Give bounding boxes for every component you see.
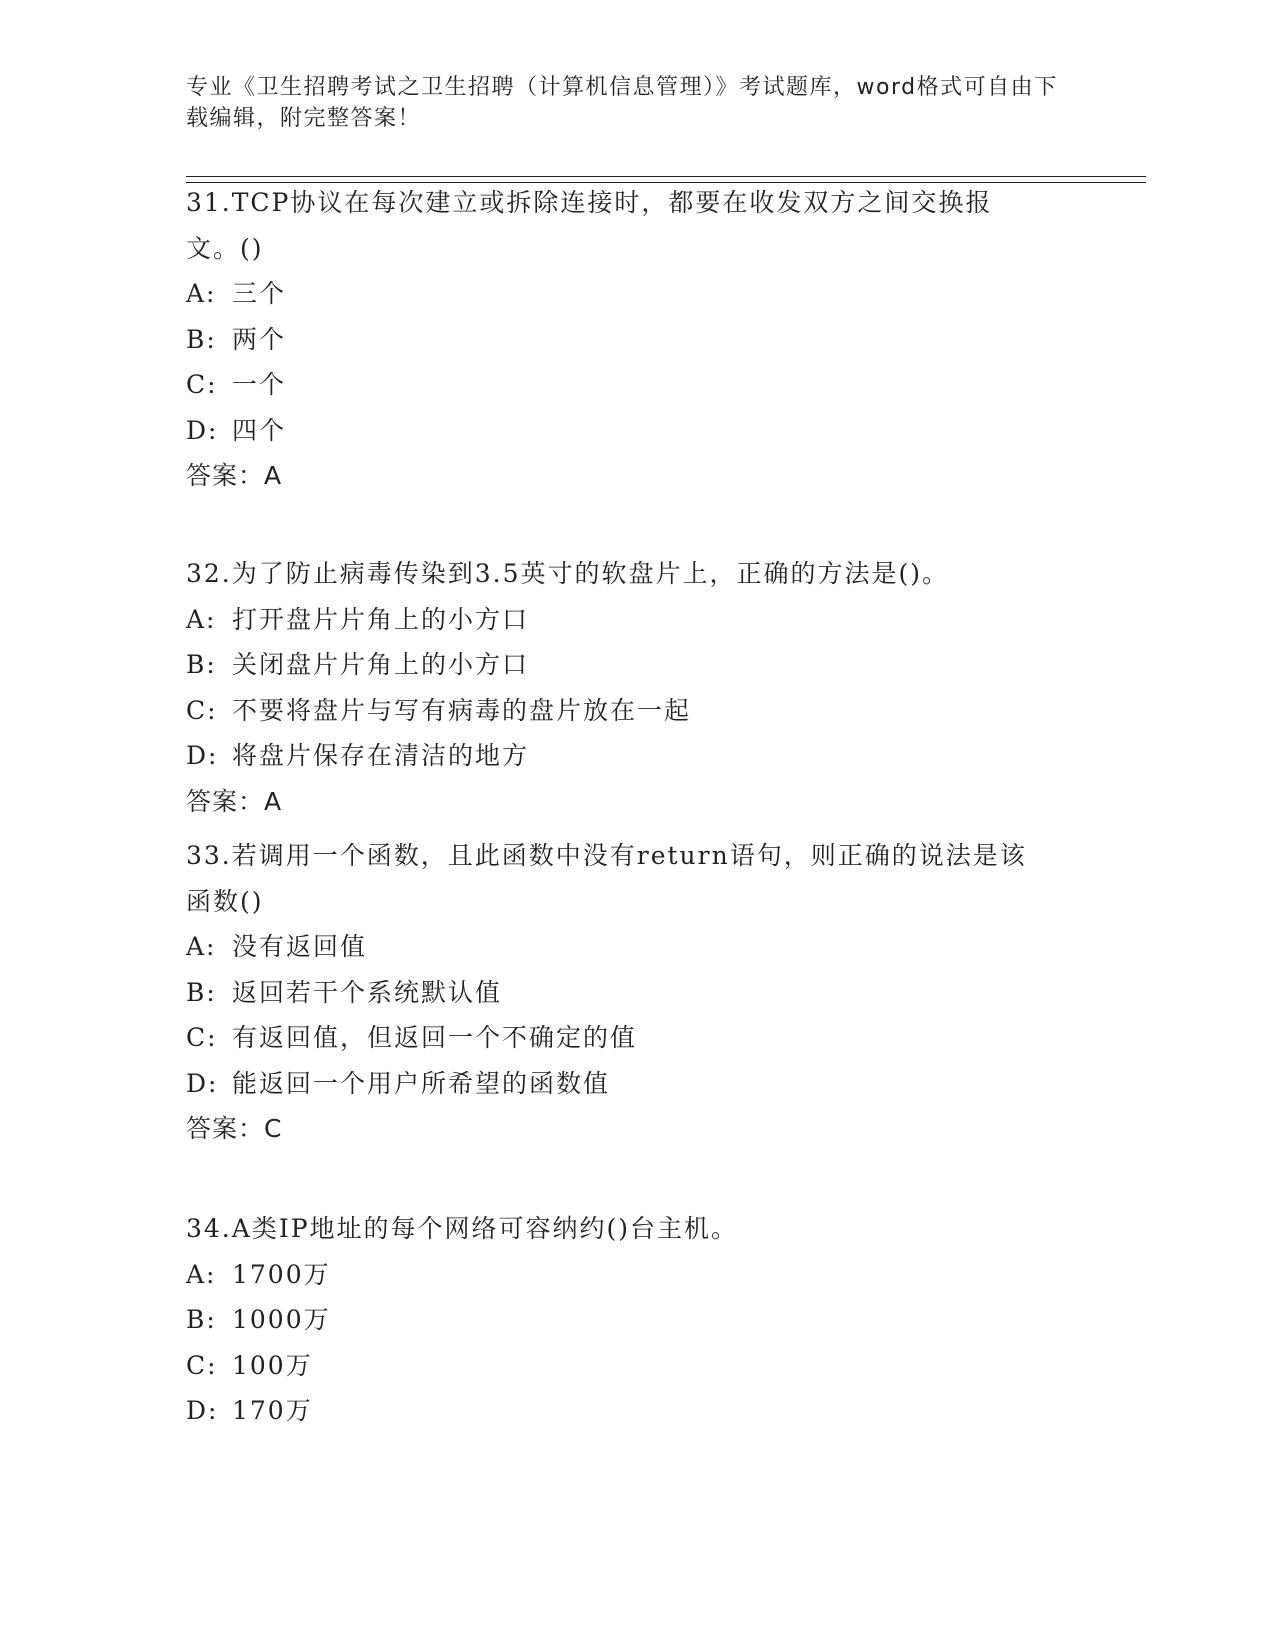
option-b [186,1297,1086,1343]
option-text: 打开盘片片角上的小方口 [232,604,530,634]
option-key: D: [186,1068,219,1098]
option-d [186,1388,1086,1434]
option-text: 没有返回值 [232,932,368,961]
option-text: 将盘片保存在清洁的地方 [232,741,530,770]
question-31 [186,180,1086,499]
option-key: B: [186,1305,217,1334]
option-key: B: [186,977,217,1007]
option-text: 两个 [232,324,287,354]
question-stem: 31.TCP协议在每次建立或拆除连接时，都要在收发双方之间交换报文。() [186,188,993,263]
option-text: 返回若干个系统默认值 [232,977,503,1007]
option-c [186,362,1086,408]
option-key: C: [186,1023,218,1052]
option-key: A: [186,932,217,961]
header-divider-top [186,176,1146,177]
option-key: A: [186,1259,217,1289]
option-d [186,408,1086,454]
option-a [186,271,1086,317]
header-intro-text: 专业《卫生招聘考试之卫生招聘（计算机信息管理）》考试题库，word格式可自由下载编辑，附完整答案！ [186,75,1058,131]
question-32 [186,551,1086,824]
option-d [186,733,1086,779]
option-text: 能返回一个用户所希望的函数值 [232,1068,611,1098]
option-text: 不要将盘片与写有病毒的盘片放在一起 [232,695,692,725]
option-text: 170万 [232,1396,313,1425]
option-a [186,924,1086,970]
question-stem: 34.A类IP地址的每个网络可容纳约()台主机。 [186,1214,739,1243]
option-key: C: [186,695,218,725]
option-key: D: [186,415,219,445]
option-key: C: [186,1350,218,1380]
question-stem: 32.为了防止病毒传染到3.5英寸的软盘片上，正确的方法是()。 [186,559,950,588]
document-header [186,72,1066,134]
answer-line: 答案：A [186,786,283,816]
option-key: A: [186,604,217,634]
option-d [186,1061,1086,1107]
option-text: 四个 [232,415,287,445]
option-text: 1700万 [232,1259,331,1289]
option-a [186,1252,1086,1298]
option-a [186,597,1086,643]
option-text: 关闭盘片片角上的小方口 [232,650,530,679]
option-key: D: [186,1396,219,1425]
option-text: 100万 [232,1350,313,1380]
question-33 [186,833,1086,1152]
option-key: C: [186,370,218,399]
option-b [186,642,1086,688]
option-text: 三个 [232,279,287,308]
option-b [186,317,1086,363]
option-key: D: [186,741,219,770]
option-c [186,688,1086,734]
option-c [186,1015,1086,1061]
option-key: B: [186,650,217,679]
option-key: A: [186,279,217,308]
answer-line: 答案：C [186,1114,283,1143]
question-34 [186,1206,1086,1434]
option-c [186,1343,1086,1389]
option-b [186,970,1086,1016]
question-stem: 33.若调用一个函数，且此函数中没有return语句，则正确的说法是该函数() [186,841,1027,916]
option-key: B: [186,324,217,354]
option-text: 一个 [232,370,287,399]
answer-line: 答案：A [186,461,283,490]
option-text: 1000万 [232,1305,331,1334]
option-text: 有返回值，但返回一个不确定的值 [232,1023,638,1052]
